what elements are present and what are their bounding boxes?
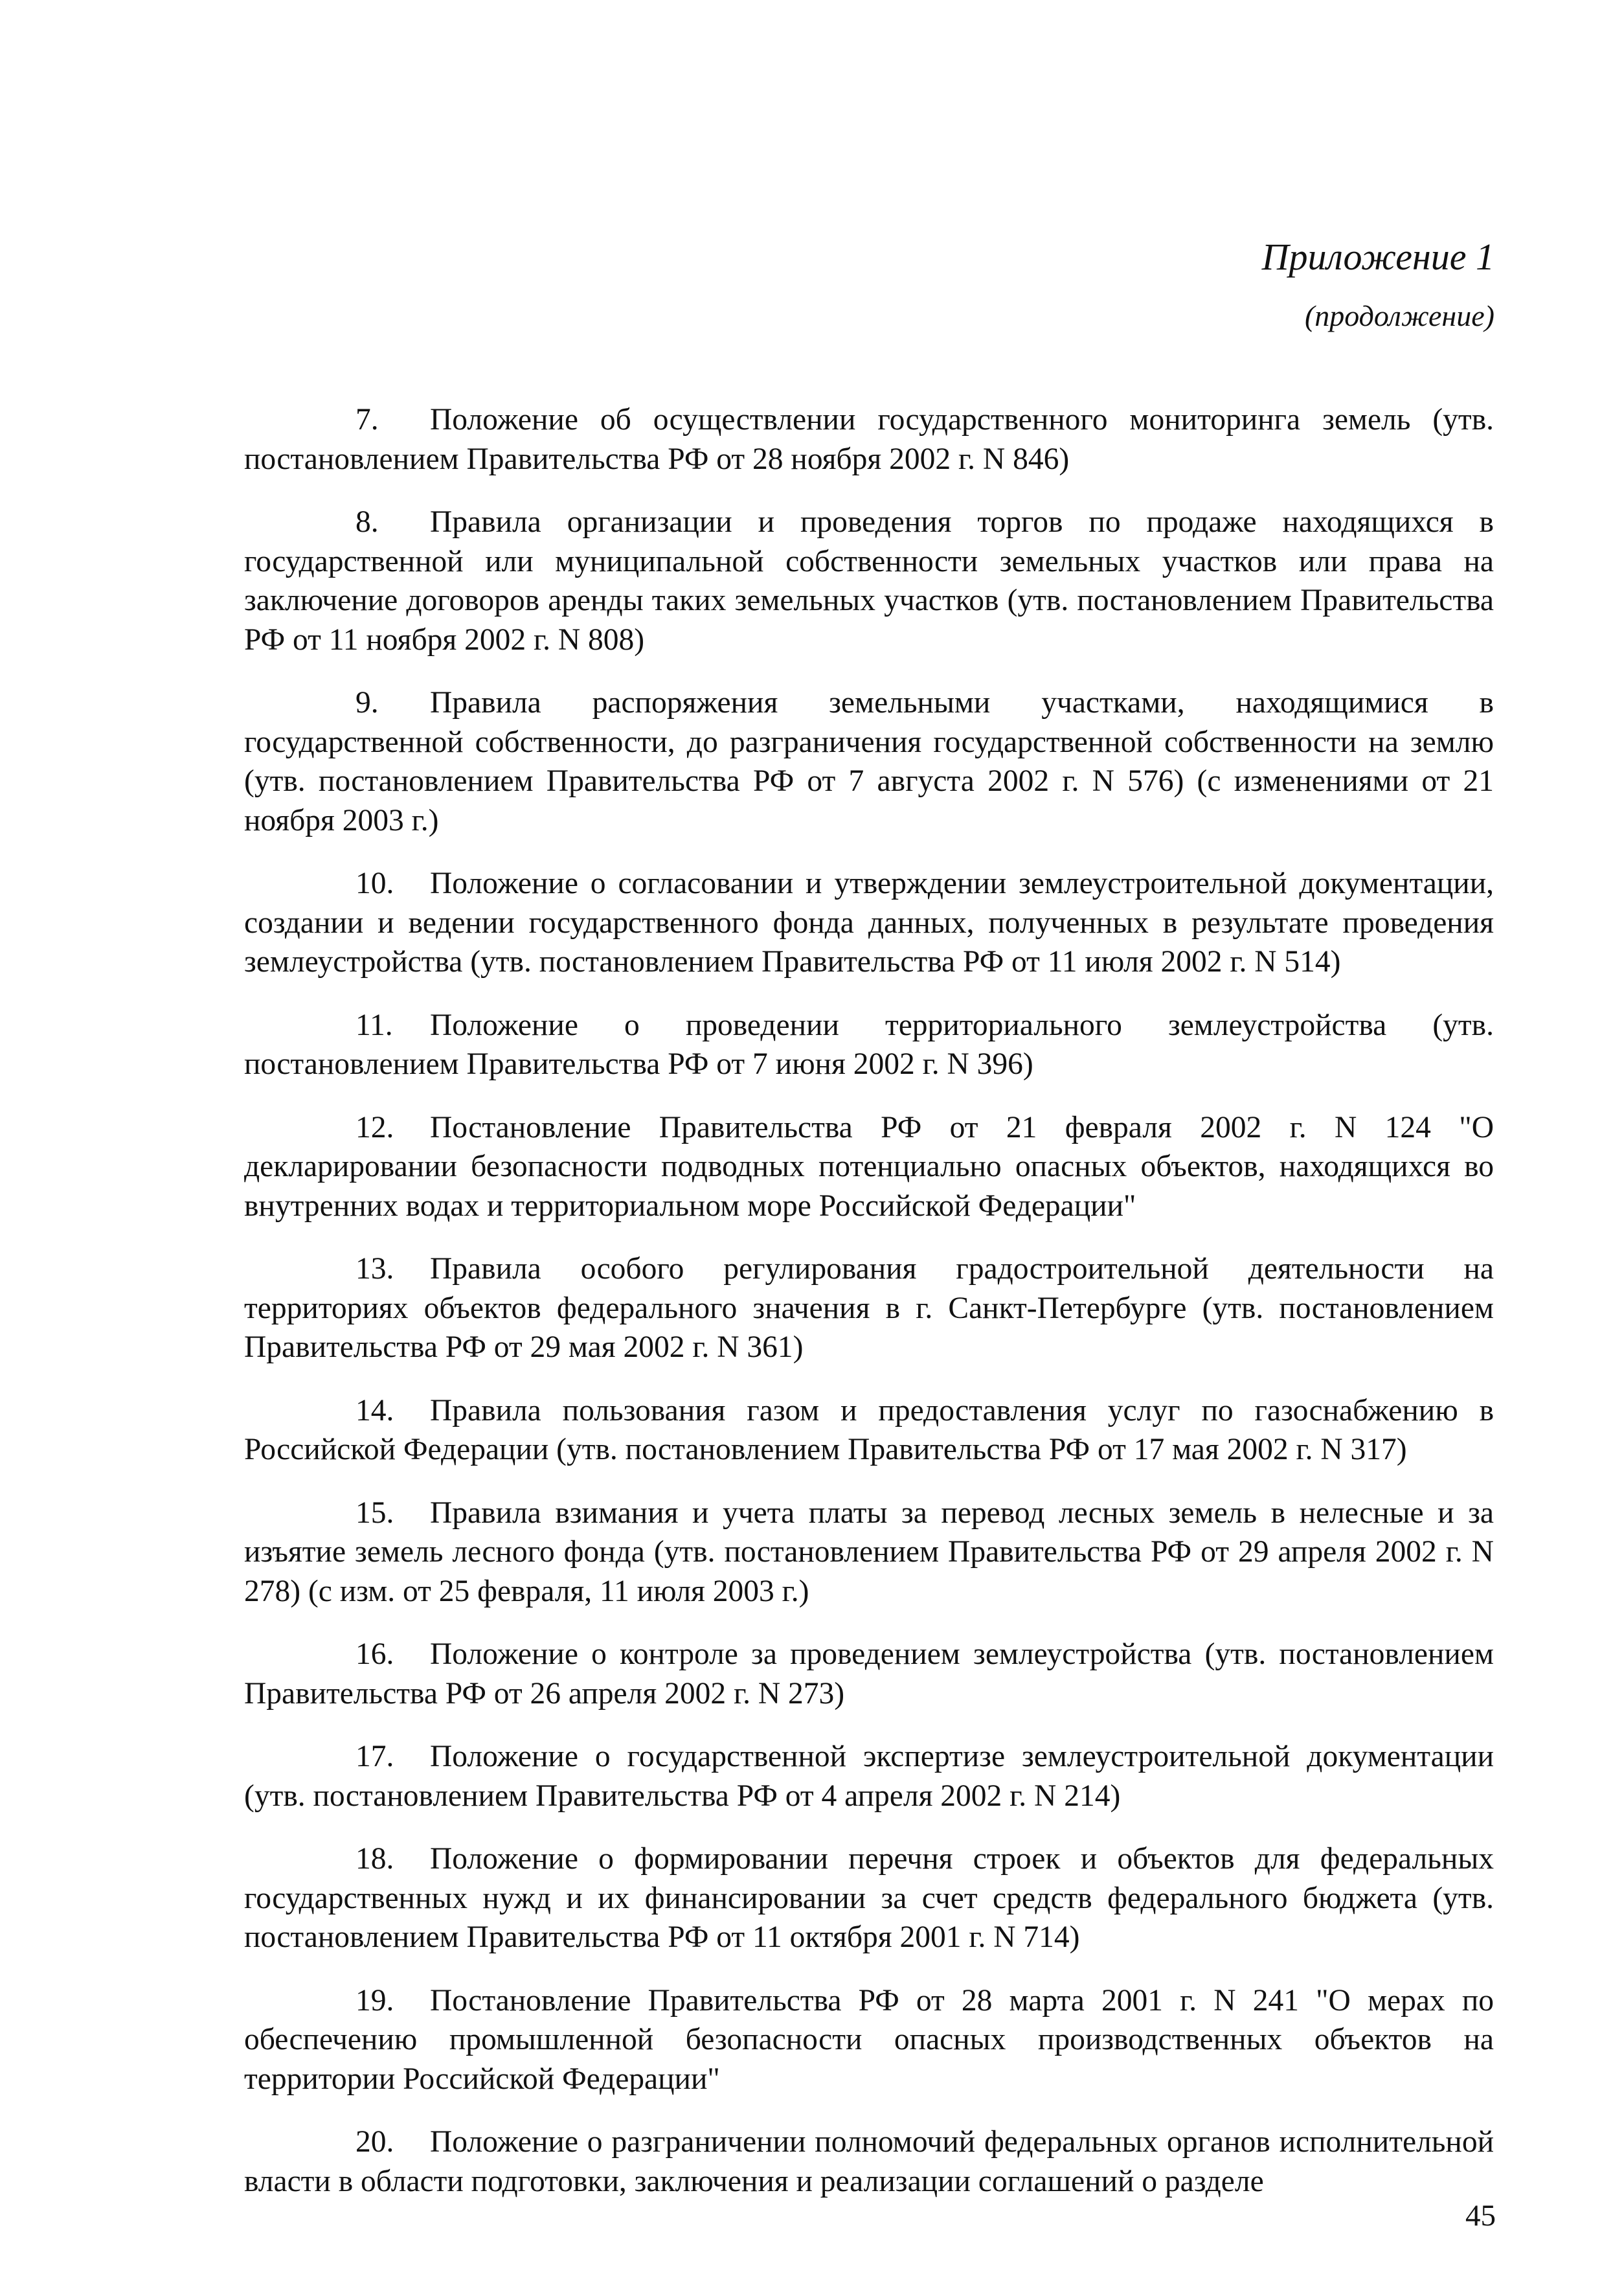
list-item-text: Положение о формировании перечня строек и объектов для федеральных государственных нужд и их финансировании за счет средств федерального бюджета (утв. постановлением Правительства РФ от 11 октября 2001 г. N 714) [244,1842,1494,1954]
list-item-number: 7. [355,403,379,437]
list-item-text: Положение о контроле за проведением землеустройства (утв. постановлением Правительства РФ от 26 апреля 2002 г. N 273) [244,1637,1494,1711]
list-item-number: 16. [355,1637,394,1671]
list-item-number: 11. [355,1008,393,1042]
list-item-text: Правила взимания и учета платы за перевод лесных земель в нелесные и за изъятие земель лесного фонда (утв. постановлением Правительства РФ от 29 апреля 2002 г. N 278) (с изм. от 25 февраля, 11 июля 2003 г.) [244,1495,1494,1608]
list-item-number: 15. [355,1495,394,1530]
list-item [244,1494,1494,1611]
list-item-number: 14. [355,1393,394,1427]
list-item [244,1391,1494,1470]
list-item-text: Постановление Правительства РФ от 28 марта 2001 г. N 241 "О мерах по обеспечению промышленной безопасности опасных производственных объектов на территории Российской Федерации" [244,1983,1494,2096]
list-item [244,1249,1494,1367]
list-item-number: 19. [355,1983,394,2018]
list-item-text: Правила особого регулирования градостроительной деятельности на территориях объектов федерального значения в г. Санкт-Петербурге (утв. постановлением Правительства РФ от 29 мая 2002 г. N 361) [244,1252,1494,1364]
list-item-number: 13. [355,1252,394,1286]
appendix-title: Приложение 1 [1261,236,1494,278]
list-item-number: 18. [355,1842,394,1876]
list-item [244,1108,1494,1226]
list-item-text: Положение о разграничении полномочий федеральных органов исполнительной власти в области подготовки, заключения и реализации соглашений о разделе [244,2125,1494,2198]
list-item-number: 8. [355,505,379,539]
list-item-text: Положение о проведении территориального землеустройства (утв. постановлением Правительства РФ от 7 июня 2002 г. N 396) [244,1008,1494,1081]
list-item-number: 20. [355,2125,394,2159]
list-item-text: Положение об осуществлении государственного мониторинга земель (утв. постановлением Правительства РФ от 28 ноября 2002 г. N 846) [244,403,1494,476]
list-item-number: 12. [355,1110,394,1144]
list-item [244,864,1494,982]
list-item [244,503,1494,659]
regulations-list [244,400,1494,2225]
list-item [244,1737,1494,1815]
list-item-text: Положение о согласовании и утверждении землеустроительной документации, создании и ведении государственного фонда данных, полученных в результате проведения землеустройства (утв. постановлением Правительства РФ от 11 июля 2002 г. N 514) [244,867,1494,979]
list-item [244,683,1494,840]
list-item [244,400,1494,479]
list-item [244,1839,1494,1957]
page-number: 45 [1465,2199,1496,2233]
list-item [244,2122,1494,2201]
list-item-text: Правила пользования газом и предоставления услуг по газоснабжению в Российской Федерации (утв. постановлением Правительства РФ от 17 мая 2002 г. N 317) [244,1393,1494,1466]
list-item-text: Правила распоряжения земельными участками, находящимися в государственной собственности, до разграничения государственной собственности на землю (утв. постановлением Правительства РФ от 7 августа 2002 г. N 576) (с изменениями от 21 ноября 2003 г.) [244,686,1494,837]
list-item-text: Постановление Правительства РФ от 21 февраля 2002 г. N 124 "О декларировании безопасности подводных потенциально опасных объектов, находящихся во внутренних водах и территориальном море Российской Федерации" [244,1110,1494,1223]
list-item [244,1635,1494,1713]
list-item-text: Положение о государственной экспертизе землеустроительной документации (утв. постановлением Правительства РФ от 4 апреля 2002 г. N 214) [244,1740,1494,1813]
list-item [244,1006,1494,1084]
list-item-number: 9. [355,686,379,720]
list-item-text: Правила организации и проведения торгов по продаже находящихся в государственной или муниципальной собственности земельных участков или права на заключение договоров аренды таких земельных участков (утв. постановлением Правительства РФ от 11 ноября 2002 г. N 808) [244,505,1494,657]
appendix-subtitle: (продолжение) [1304,299,1494,332]
list-item [244,1981,1494,2099]
list-item-number: 10. [355,867,394,900]
list-item-number: 17. [355,1740,394,1773]
